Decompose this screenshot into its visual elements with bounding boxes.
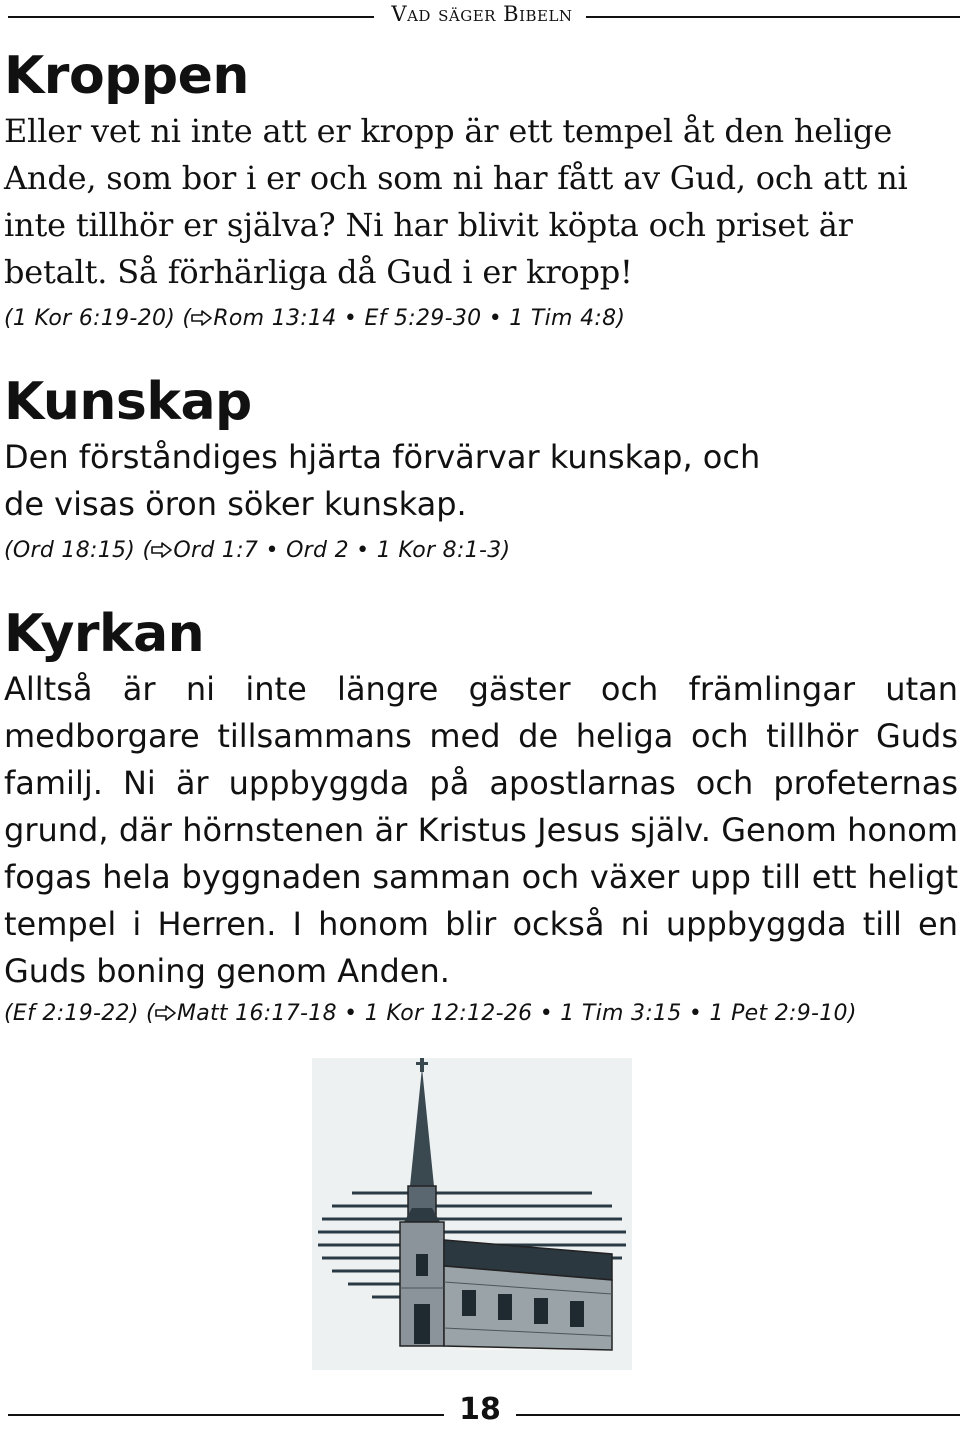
verse-text: Eller vet ni inte att er kropp är ett tempel åt den helige Ande, som bor i er och som ni har fått av Gud, och att ni inte tillhör er själva? Ni har blivit köpta och priset är betalt. Så förhärliga då Gud i er kropp! — [4, 112, 908, 291]
header-rule-right — [586, 16, 960, 18]
verse-text: Alltså är ni inte längre gäster och främlingar utan medborgare tillsammans med de heliga och tillhör Guds familj. Ni är uppbyggda på apostlarnas och profeternas grund, där hörnstenen är Kristus Jesus själv. Genom honom fogas hela byggnaden samman och växer upp till ett heligt tempel i Herren. I honom blir också ni uppbyggda till en Guds boning genom Anden. — [4, 670, 958, 990]
primary-reference: (Ord 18:15) — [4, 538, 136, 563]
section-kyrkan — [4, 602, 958, 1029]
scripture-reference: (Ef 2:19-22) ( Matt 16:17-18 • 1 Kor 12:12-26 • 1 Tim 3:15 • 1 Pet 2:9-10) — [4, 1001, 857, 1026]
section-heading: Kunskap — [4, 372, 252, 432]
section-kroppen — [4, 44, 958, 334]
page-content — [4, 44, 958, 1029]
church-illustration — [312, 1058, 632, 1370]
scripture-reference: (1 Kor 6:19-20) ( Rom 13:14 • Ef 5:29-30 • 1 Tim 4:8) — [4, 306, 626, 331]
primary-reference: (1 Kor 6:19-20) — [4, 306, 176, 331]
see-also-arrow-icon — [155, 1005, 177, 1021]
header-rule-left — [8, 16, 374, 18]
footer-rule-left — [8, 1414, 444, 1416]
related-references: Ord 1:7 • Ord 2 • 1 Kor 8:1-3) — [173, 538, 511, 563]
page-footer — [0, 1388, 960, 1428]
section-heading: Kroppen — [4, 46, 249, 106]
verse-text: Den förståndiges hjärta förvärvar kunskap, och de visas öron söker kunskap. — [4, 438, 761, 523]
primary-reference: (Ef 2:19-22) — [4, 1001, 139, 1026]
related-references: Rom 13:14 • Ef 5:29-30 • 1 Tim 4:8) — [213, 306, 626, 331]
scripture-reference: (Ord 18:15) ( Ord 1:7 • Ord 2 • 1 Kor 8:1-3) — [4, 538, 511, 563]
see-also-arrow-icon — [191, 310, 213, 326]
related-references: Matt 16:17-18 • 1 Kor 12:12-26 • 1 Tim 3:15 • 1 Pet 2:9-10) — [176, 1001, 857, 1026]
page-number: 18 — [459, 1392, 501, 1427]
section-kunskap — [4, 370, 958, 566]
book-title: Vad säger Bibeln — [391, 2, 573, 26]
running-header — [0, 2, 960, 30]
see-also-arrow-icon — [151, 542, 173, 558]
footer-rule-right — [516, 1414, 960, 1416]
section-heading: Kyrkan — [4, 604, 205, 664]
